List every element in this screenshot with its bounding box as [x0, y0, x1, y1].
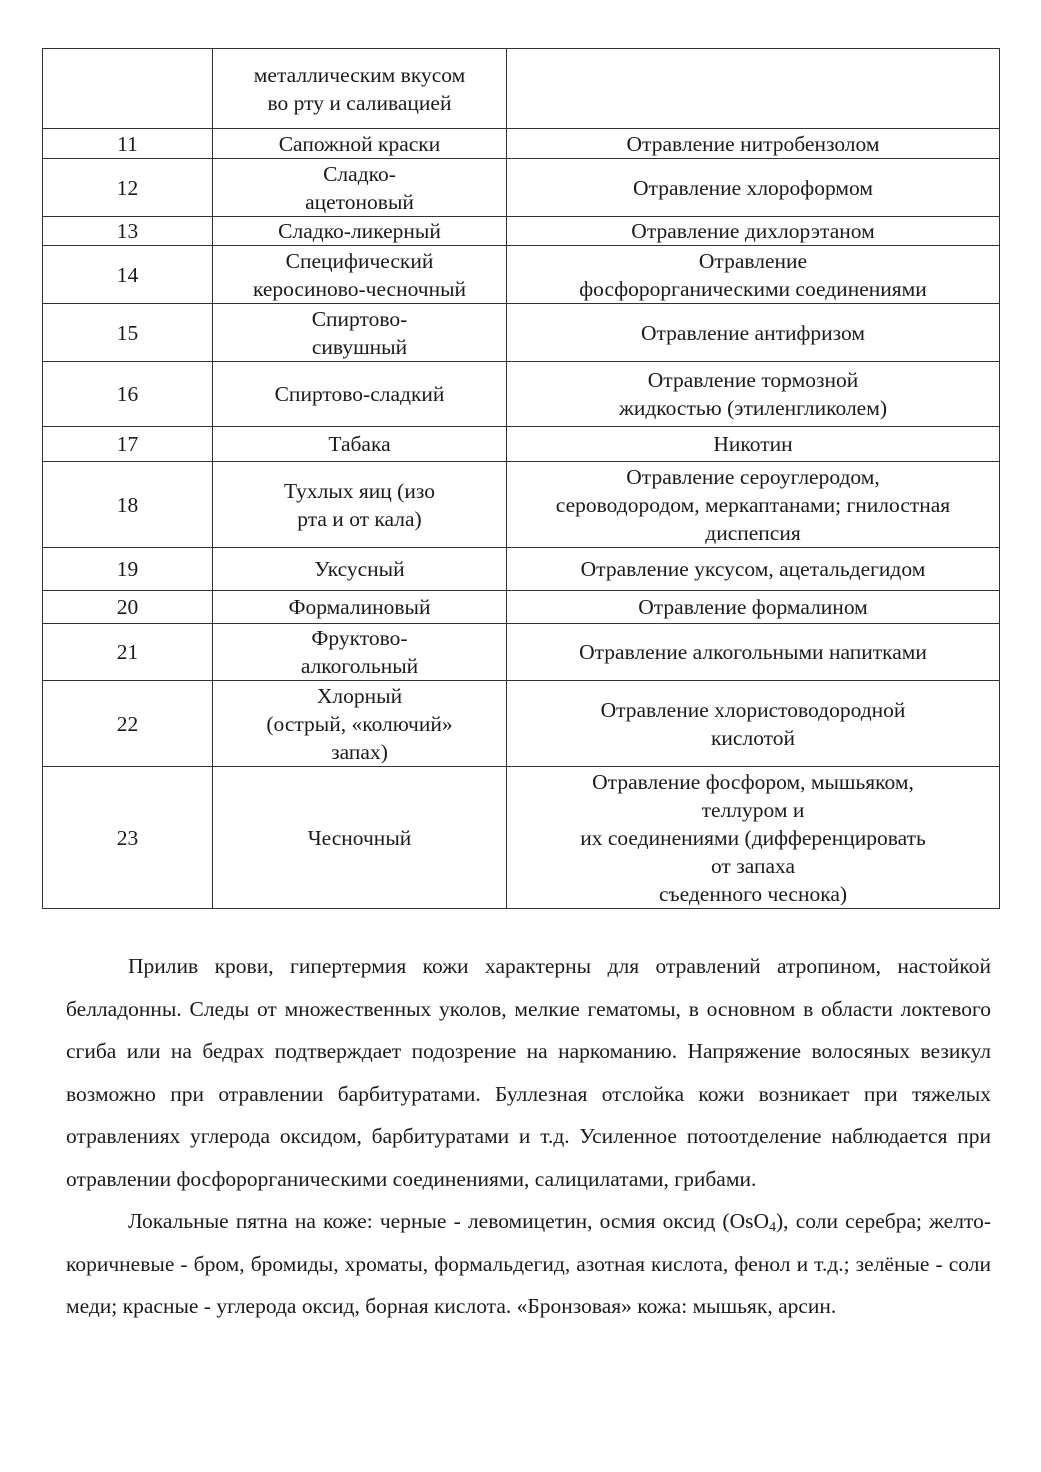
row-number: 14 [43, 246, 213, 304]
row-number: 11 [43, 129, 213, 159]
cause-cell [507, 129, 1000, 159]
table-row [43, 462, 1000, 548]
cause-cell [507, 767, 1000, 909]
cause-cell-line: Отравление уксусом, ацетальдегидом [580, 557, 926, 581]
table-row [43, 624, 1000, 681]
cause-cell [507, 159, 1000, 217]
cause-cell-line: кислотой [710, 725, 796, 750]
smell-cell-line: Специфический [285, 248, 434, 273]
cause-cell [507, 362, 1000, 427]
cause-cell [507, 49, 1000, 129]
cause-cell [507, 591, 1000, 624]
smell-cell-line: Спиртово-сладкий [274, 382, 445, 406]
smell-cell [213, 548, 507, 591]
row-number: 20 [43, 591, 213, 624]
table-row [43, 427, 1000, 462]
smell-cell-line: во рту и саливацией [267, 90, 452, 115]
smell-cell-line: рта и от кала) [297, 506, 422, 531]
smell-cell-line: алкогольный [300, 654, 419, 678]
table-row [43, 217, 1000, 246]
smell-cell-line: Сладко- [323, 161, 396, 186]
cause-cell [507, 462, 1000, 548]
cause-cell-line: съеденного чеснока) [658, 881, 848, 906]
smell-cell [213, 681, 507, 767]
smell-cell-line: Сладко-ликерный [278, 219, 441, 243]
table-row [43, 49, 1000, 129]
body-text [66, 945, 991, 1328]
table-row [43, 681, 1000, 767]
smell-cell-line: Уксусный [314, 557, 405, 581]
smell-cell-line: металлическим вкусом [253, 62, 466, 87]
cause-cell [507, 246, 1000, 304]
row-number: 23 [43, 767, 213, 909]
smell-cell [213, 304, 507, 362]
cause-cell [507, 217, 1000, 246]
cause-cell-line: Отравление тормозной [647, 368, 859, 392]
smell-cell-line: ацетоновый [305, 189, 414, 214]
row-number: 15 [43, 304, 213, 362]
table-row [43, 304, 1000, 362]
cause-cell-line: сероводородом, меркаптанами; гнилостная [555, 492, 951, 517]
smell-cell-line: Тухлых яиц (изо [284, 478, 435, 503]
cause-cell-line: Отравление формалином [638, 595, 868, 619]
smell-cell-line: запах) [331, 739, 388, 764]
smell-cell [213, 462, 507, 548]
smell-cell [213, 591, 507, 624]
subscript-4: 4 [769, 1220, 777, 1235]
row-number: 16 [43, 362, 213, 427]
cause-cell-line: Отравление дихлорэтаном [631, 219, 875, 243]
smell-cell [213, 159, 507, 217]
smell-cell-line: Фруктово- [311, 626, 408, 650]
cause-cell [507, 681, 1000, 767]
cause-cell-line: Отравление хлороформом [633, 175, 873, 200]
row-number: 21 [43, 624, 213, 681]
smell-cell-line: Формалиновый [288, 595, 431, 619]
cause-cell-line: Отравление антифризом [641, 320, 865, 345]
smell-cell-line: Табака [328, 432, 391, 456]
row-number: 17 [43, 427, 213, 462]
table-row [43, 548, 1000, 591]
smell-cell [213, 49, 507, 129]
row-number: 19 [43, 548, 213, 591]
row-number: 22 [43, 681, 213, 767]
smell-cell-line: Чесночный [307, 825, 412, 850]
smell-cell-line: Хлорный [316, 683, 403, 708]
cause-cell-line: жидкостью (этиленгликолем) [618, 396, 887, 420]
cause-cell-line: от запаха [710, 853, 796, 878]
table-row [43, 159, 1000, 217]
table-row [43, 246, 1000, 304]
row-number: 13 [43, 217, 213, 246]
smell-cell [213, 427, 507, 462]
smell-cell [213, 362, 507, 427]
table-row [43, 767, 1000, 909]
cause-cell [507, 624, 1000, 681]
cause-cell-line: Отравление [698, 248, 808, 273]
smell-cell-line: Сапожной краски [278, 131, 441, 156]
cause-cell-line: Отравление нитробензолом [626, 131, 880, 156]
cause-cell-line: Отравление сероуглеродом, [626, 464, 880, 489]
cause-cell-line: Никотин [713, 432, 793, 456]
cause-cell-line: Отравление фосфором, мышьяком, [592, 769, 914, 794]
table-row [43, 129, 1000, 159]
smell-cell-line: (острый, «колючий» [266, 711, 453, 736]
paragraph-text-after: ), соли серебра; желто-коричневые - бром, бромиды, хроматы, формальдегид, азотная кислота, фенол и т.д.; зелёные - соли меди; красные - углерода оксид, борная кислота. «Бронзовая» кожа: мышьяк, арсин. [66, 1209, 991, 1318]
smell-cell [213, 624, 507, 681]
smell-cell [213, 767, 507, 909]
cause-cell [507, 427, 1000, 462]
table-row [43, 591, 1000, 624]
cause-cell-line: Отравление алкогольными напитками [579, 640, 927, 664]
smell-cell [213, 246, 507, 304]
row-number [43, 49, 213, 129]
smell-cell-line: керосиново-чесночный [252, 276, 467, 301]
row-number: 12 [43, 159, 213, 217]
smell-cell [213, 217, 507, 246]
cause-cell-line: фосфорорганическими соединениями [579, 276, 927, 301]
cause-cell-line: Отравление хлористоводородной [600, 697, 906, 722]
cause-cell [507, 548, 1000, 591]
paragraph-local-spots [66, 1200, 991, 1328]
odor-table [42, 48, 1000, 909]
cause-cell [507, 304, 1000, 362]
row-number: 18 [43, 462, 213, 548]
cause-cell-line: их соединениями (дифференцировать [580, 825, 926, 850]
cause-cell-line: диспепсия [705, 520, 801, 545]
cause-cell-line: теллуром и [701, 797, 805, 822]
smell-cell-line: сивушный [311, 334, 408, 359]
odor-table-body [43, 49, 1000, 909]
paragraph-skin-signs: Прилив крови, гипертермия кожи характерны для отравлений атропином, настойкой белладонны. Следы от множественных уколов, мелкие гематомы, в основном в области локтевого сгиба или на бедрах подтверждает подозрение на наркоманию. Напряжение волосяных везикул возможно при отравлении барбитуратами. Буллезная отслойка кожи возникает при тяжелых отравлениях углерода оксидом, барбитуратами и т.д. Усиленное потоотделение наблюдается при отравлении фосфорорганическими соединениями, салицилатами, грибами. [66, 954, 991, 1191]
smell-cell-line: Спиртово- [311, 306, 408, 331]
smell-cell [213, 129, 507, 159]
table-row [43, 362, 1000, 427]
paragraph-text-before: Локальные пятна на коже: черные - левомицетин, осмия оксид (OsO [128, 1209, 770, 1233]
